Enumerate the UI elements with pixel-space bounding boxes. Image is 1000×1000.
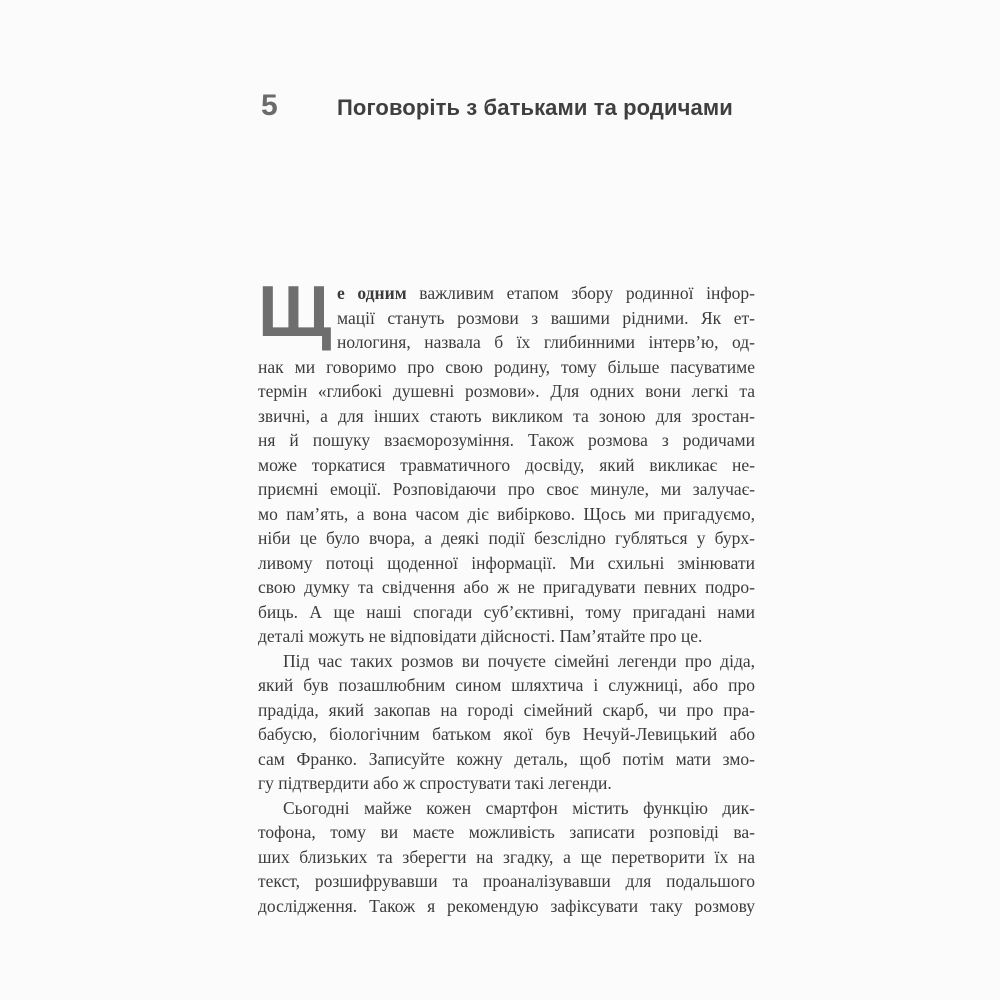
- paragraph-3: [258, 796, 755, 919]
- text-line: тофона, тому ви маєте можливість записати розповіді ва-: [258, 822, 755, 842]
- text-line: приємні емоції. Розповідаючи про своє минуле, ми залучає-: [258, 479, 755, 499]
- text-line: дослідження. Також я рекомендую зафіксувати таку розмову: [258, 895, 755, 916]
- text-line: термін «глибокі душевні розмови». Для одних вони легкі та: [258, 381, 755, 401]
- chapter-number: 5: [261, 89, 278, 122]
- text-line: ливому потоці щоденної інформації. Ми схильні змінювати: [258, 552, 755, 573]
- text-line: Під час таких розмов ви почуєте сімейні легенди про діда,: [283, 650, 755, 671]
- bold-lead: е одним: [337, 283, 407, 303]
- text-line: [337, 281, 755, 306]
- text-line: нологиня, назвала б їх глибинними інтерв’ю, од-: [337, 332, 755, 352]
- text-line: деталі можуть не відповідати дійсності. Пам’ятайте про це.: [258, 626, 703, 646]
- text-line: свою думку та свідчення або ж не пригадувати певних подро-: [258, 577, 755, 597]
- paragraph-2: [258, 649, 755, 796]
- text-line: мації стануть розмови з вашими рідними. Як ет-: [337, 307, 755, 328]
- text-line: биць. А ще наші спогади суб’єктивні, тому пригадані нами: [258, 601, 755, 622]
- text-line: сам Франко. Записуйте кожну деталь, щоб потім мати змо-: [258, 748, 755, 769]
- text-line: прадіда, який закопав на городі сімейний скарб, чи про пра-: [258, 699, 755, 720]
- chapter-header: [258, 90, 758, 123]
- dropcap: [258, 272, 337, 354]
- body-text: [258, 272, 755, 918]
- text-line: може торкатися травматичного досвіду, який викликає не-: [258, 454, 755, 475]
- chapter-title: Поговоріть з батьками та родичами: [337, 95, 733, 120]
- text-line: ніби це було вчора, а деякі події безслідно губляться у бурх-: [258, 528, 755, 548]
- text-line: ших близьких та зберегти на згадку, а ще перетворити їх на: [258, 846, 755, 867]
- text-line: гу підтвердити або ж спростувати такі легенди.: [258, 773, 612, 793]
- text-line: бабусю, біологічним батьком якої був Нечуй-Левицький або: [258, 724, 755, 744]
- dropcap-letter: Щ: [258, 272, 332, 352]
- lead-rest: важливим етапом збору родинної інфор-: [406, 283, 755, 303]
- text-line: який був позашлюбним сином шляхтича і служниці, або про: [258, 675, 755, 695]
- text-line: текст, розшифрувавши та проаналізувавши для подальшого: [258, 871, 755, 891]
- text-line: звичні, а для інших стають викликом та зоною для зростан-: [258, 405, 755, 426]
- text-line: нак ми говоримо про свою родину, тому більше пасуватиме: [258, 356, 755, 377]
- text-line: мо пам’ять, а вона часом діє вибірково. Щось ми пригадуємо,: [258, 503, 755, 524]
- text-line: ня й пошуку взаєморозуміння. Також розмова з родичами: [258, 430, 755, 450]
- text-line: Сьогодні майже кожен смартфон містить функцію дик-: [283, 797, 755, 818]
